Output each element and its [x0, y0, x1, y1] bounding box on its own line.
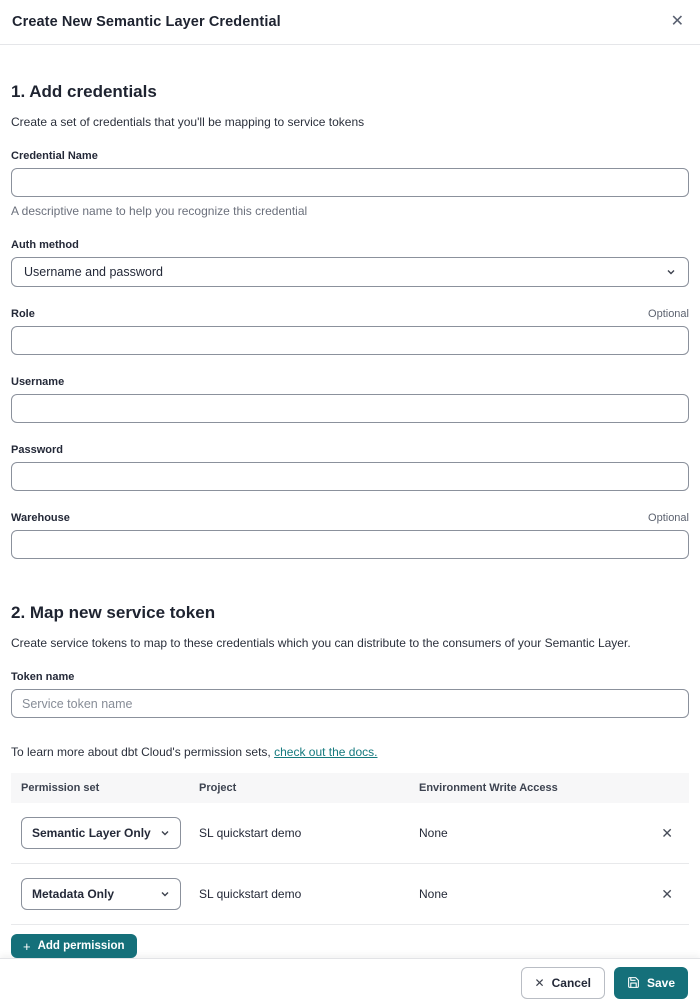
permission-set-selected-value: Metadata Only	[32, 887, 115, 901]
close-icon: ✕	[670, 13, 684, 30]
plus-icon: +	[23, 938, 31, 954]
token-name-input[interactable]	[11, 689, 689, 718]
docs-line	[11, 745, 689, 759]
chevron-down-icon	[160, 889, 170, 899]
remove-permission-button[interactable]	[659, 824, 675, 842]
role-label: Role	[11, 308, 35, 320]
permissions-table-header	[11, 773, 689, 803]
docs-line-text: To learn more about dbt Cloud's permission sets,	[11, 745, 275, 759]
permission-set-select[interactable]	[21, 878, 181, 910]
close-button[interactable]	[669, 12, 686, 32]
column-header-permission-set: Permission set	[21, 782, 100, 794]
warehouse-label: Warehouse	[11, 512, 70, 524]
chevron-down-icon	[160, 828, 170, 838]
column-header-environment-write-access: Environment Write Access	[419, 782, 558, 794]
modal-content	[0, 45, 700, 958]
modal-title: Create New Semantic Layer Credential	[12, 14, 281, 30]
role-optional-tag: Optional	[648, 308, 689, 320]
cancel-label: Cancel	[551, 975, 591, 990]
username-label: Username	[11, 376, 65, 388]
section2-heading: 2. Map new service token	[11, 603, 216, 622]
permissions-table	[11, 773, 689, 925]
password-label: Password	[11, 444, 63, 456]
modal-footer	[0, 958, 700, 1006]
token-name-label: Token name	[11, 671, 75, 683]
table-row	[11, 864, 689, 925]
table-row	[11, 803, 689, 864]
auth-method-label: Auth method	[11, 239, 79, 251]
permission-set-select[interactable]	[21, 817, 181, 849]
section1-description: Create a set of credentials that you'll be mapping to service tokens	[11, 115, 365, 129]
auth-method-select[interactable]	[11, 257, 689, 287]
add-permission-label: Add permission	[37, 940, 125, 952]
save-label: Save	[646, 975, 675, 990]
cancel-button[interactable]	[521, 967, 605, 999]
credential-name-helper: A descriptive name to help you recognize this credential	[11, 204, 308, 218]
permission-set-selected-value: Semantic Layer Only	[32, 826, 151, 840]
warehouse-input[interactable]	[11, 530, 689, 559]
remove-permission-button[interactable]	[659, 885, 675, 903]
password-input[interactable]	[11, 462, 689, 491]
role-input[interactable]	[11, 326, 689, 355]
column-header-project: Project	[199, 782, 237, 794]
username-input[interactable]	[11, 394, 689, 423]
credential-name-input[interactable]	[11, 168, 689, 197]
section1-heading: 1. Add credentials	[11, 82, 157, 101]
auth-method-selected-value: Username and password	[24, 265, 163, 279]
write-access-cell: None	[419, 887, 448, 901]
remove-icon: ✕	[661, 886, 673, 902]
docs-link[interactable]: check out the docs.	[274, 745, 378, 759]
project-cell: SL quickstart demo	[199, 887, 302, 901]
modal-header	[0, 0, 700, 45]
write-access-cell: None	[419, 826, 448, 840]
section2-description: Create service tokens to map to these credentials which you can distribute to the consumers of your Semantic Layer.	[11, 636, 631, 650]
x-icon: ✕	[534, 975, 545, 990]
remove-icon: ✕	[661, 825, 673, 841]
credential-name-label: Credential Name	[11, 150, 98, 162]
project-cell: SL quickstart demo	[199, 826, 302, 840]
chevron-down-icon	[666, 267, 676, 277]
warehouse-optional-tag: Optional	[648, 512, 689, 524]
save-icon	[627, 976, 640, 989]
add-permission-button[interactable]	[11, 934, 137, 958]
save-button[interactable]	[614, 967, 688, 999]
